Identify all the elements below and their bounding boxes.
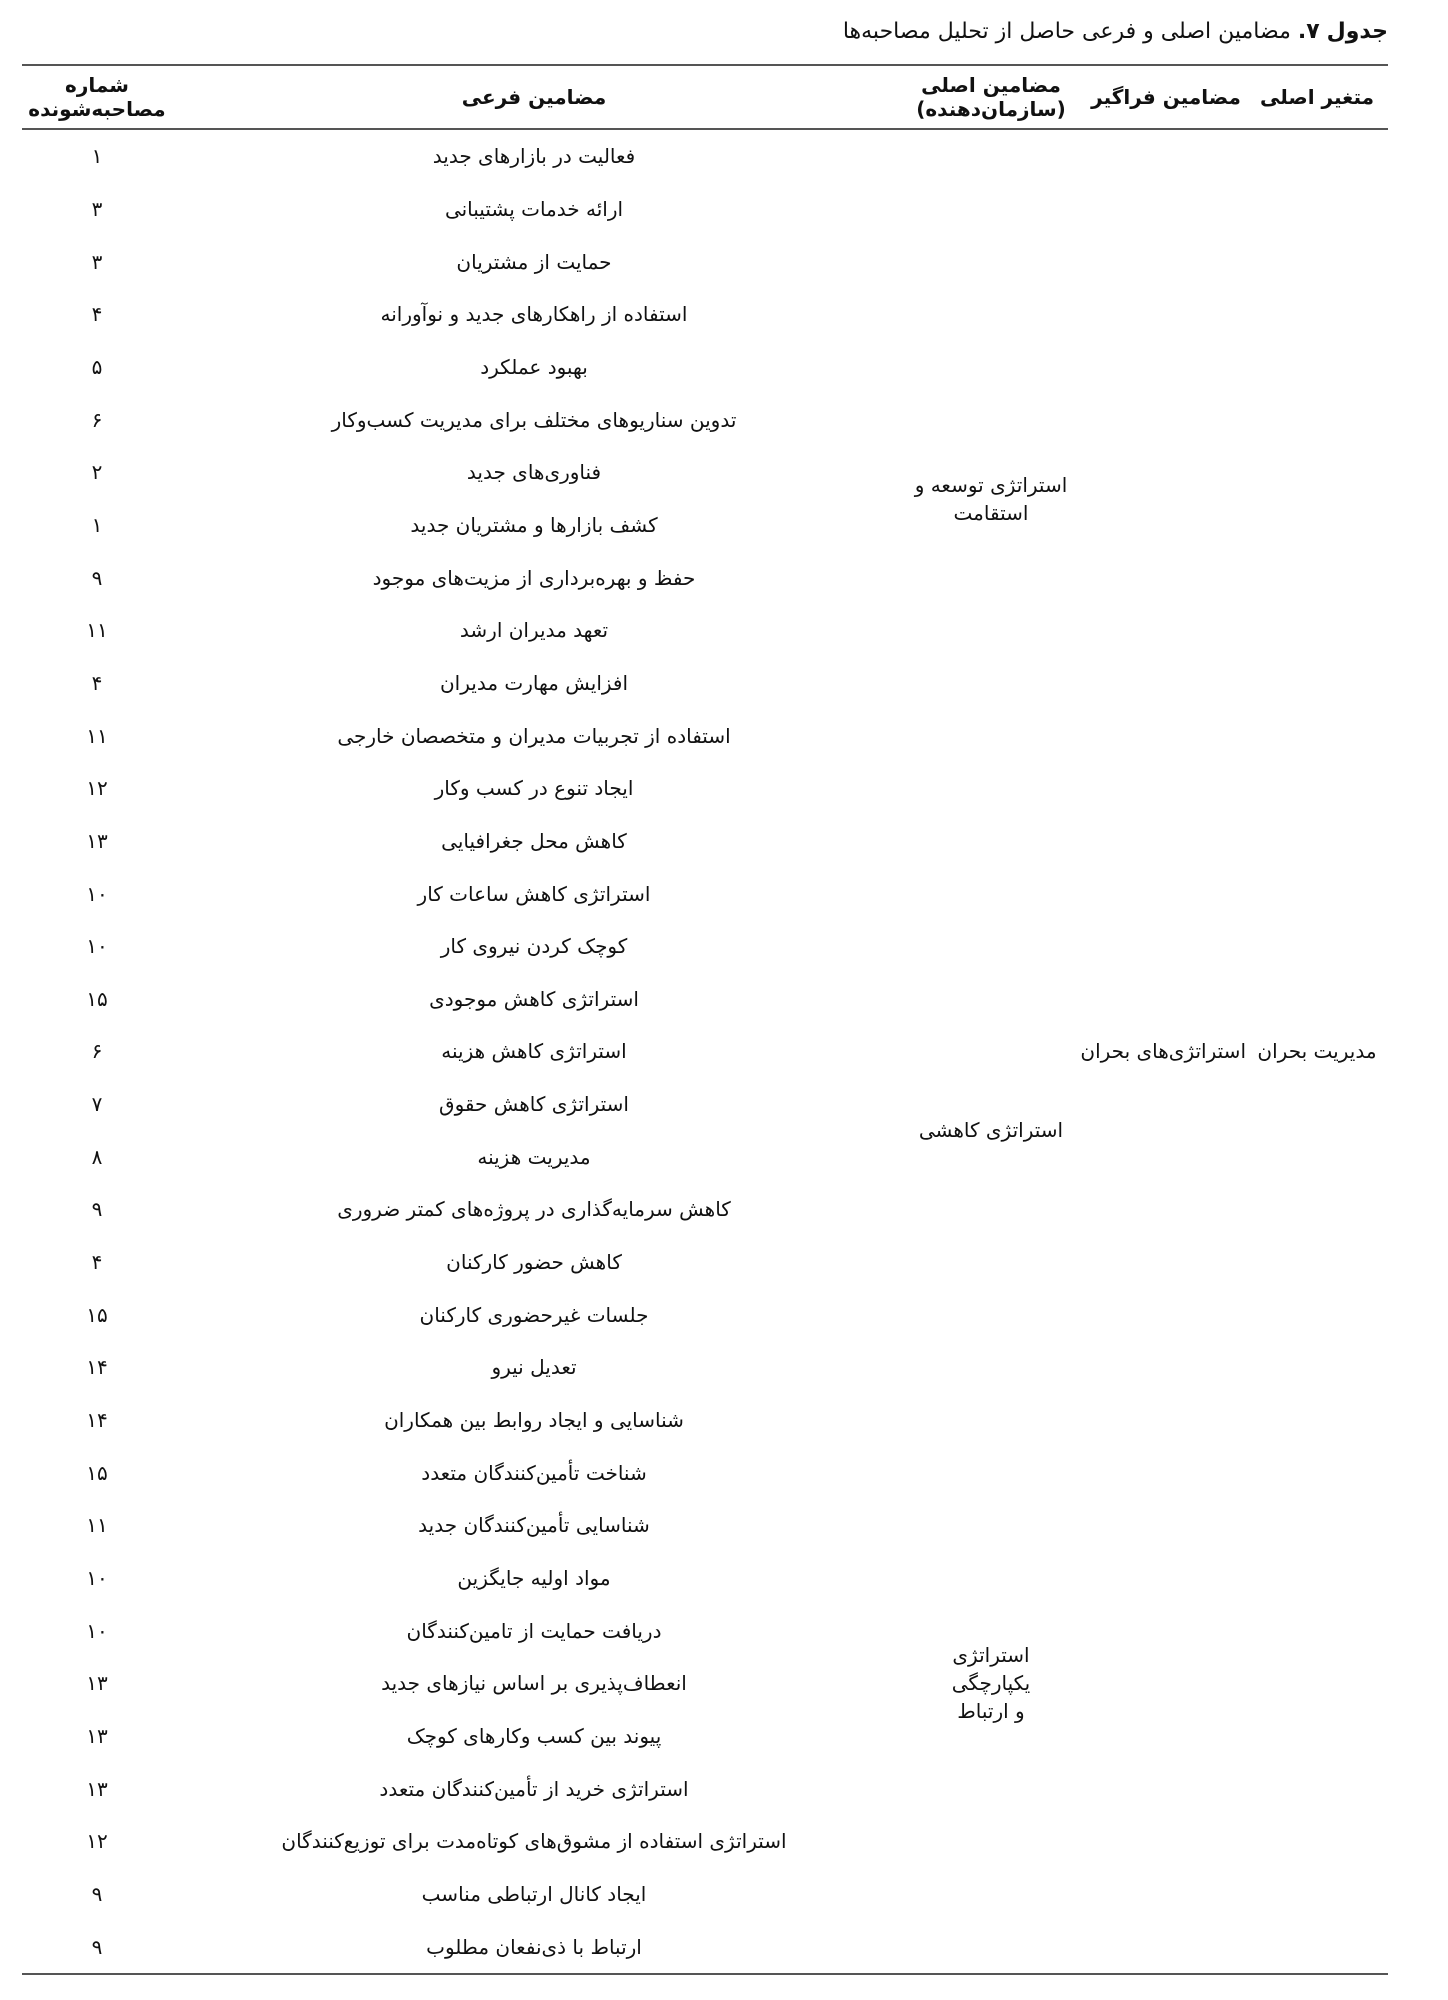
interviewee-number-cell: ۱۰ (86, 1618, 108, 1643)
interviewee-number-cell: ۱۱ (86, 1513, 108, 1538)
interviewee-number-cell: ۵ (91, 354, 103, 379)
table-row (22, 129, 1388, 183)
main-theme-line1: استراتژی توسعه و (914, 472, 1068, 497)
sub-theme-cell: استراتژی کاهش ساعات کار (417, 881, 651, 906)
sub-theme-cell: مدیریت هزینه (477, 1144, 591, 1169)
interviewee-number-cell: ۱۵ (86, 1460, 108, 1485)
header-main-themes-line2: (سازمان‌دهنده) (916, 97, 1066, 121)
interviewee-number-cell: ۳ (91, 196, 103, 221)
sub-theme-cell: استراتژی کاهش حقوق (439, 1092, 629, 1117)
interviewee-number-cell: ۱۲ (86, 1829, 108, 1854)
sub-theme-cell: کشف بازارها و مشتریان جدید (410, 512, 658, 537)
sub-theme-cell: استفاده از تجربیات مدیران و متخصصان خارجی (337, 723, 731, 748)
main-theme-line2: استقامت (953, 500, 1029, 525)
sub-theme-cell: استراتژی استفاده از مشوق‌های کوتاه‌مدت برای توزیع‌کنندگان (281, 1829, 787, 1854)
caption-text: مضامین اصلی و فرعی حاصل از تحلیل مصاحبه‌ها (842, 19, 1291, 44)
sub-theme-cell: شناخت تأمین‌کنندگان متعدد (421, 1460, 647, 1485)
header-main-themes-line1: مضامین اصلی (921, 73, 1061, 97)
sub-theme-cell: شناسایی و ایجاد روابط بین همکاران (384, 1408, 684, 1433)
sub-theme-cell: تعهد مدیران ارشد (459, 618, 609, 643)
interviewee-number-cell: ۱۳ (86, 1776, 108, 1801)
interviewee-number-cell: ۱۴ (86, 1355, 108, 1380)
interviewee-number-cell: ۱۳ (86, 828, 108, 853)
header-overarching-themes: مضامین فراگیر (1086, 65, 1246, 129)
sub-theme-cell: استفاده از راهکارهای جدید و نوآورانه (380, 302, 688, 327)
interviewee-number-cell: ۶ (91, 1039, 103, 1064)
sub-theme-cell: ایجاد تنوع در کسب وکار (434, 776, 634, 801)
interviewee-number-cell: ۱۱ (86, 618, 108, 643)
interviewee-number-cell: ۴ (91, 670, 103, 695)
main-theme-line1: استراتژی کاهشی (918, 1118, 1064, 1143)
sub-theme-cell: کوچک کردن نیروی کار (440, 934, 628, 959)
sub-theme-cell: بهبود عملکرد (480, 354, 588, 379)
sub-theme-cell: پیوند بین کسب وکارهای کوچک (406, 1724, 662, 1749)
interviewee-number-cell: ۹ (91, 1197, 103, 1222)
caption-number: ۷. (1297, 19, 1320, 44)
sub-theme-cell: مواد اولیه جایگزین (457, 1566, 611, 1591)
header-interviewee-number-line2: مصاحبه‌شونده (28, 97, 166, 121)
interviewee-number-cell: ۷ (91, 1092, 103, 1117)
interviewee-number-cell: ۱۵ (86, 986, 108, 1011)
interviewee-number-cell: ۱ (91, 512, 103, 537)
header-interviewee-number-line1: شماره (65, 73, 129, 97)
interviewee-number-cell: ۲ (91, 460, 103, 485)
main-theme-cell (896, 867, 1086, 1394)
interviewee-number-cell: ۹ (91, 565, 103, 590)
sub-theme-cell: فناوری‌های جدید (466, 460, 602, 485)
sub-theme-cell: استراتژی کاهش هزینه (441, 1039, 627, 1064)
main-variable-cell: مدیریت بحران (1257, 1039, 1377, 1064)
sub-theme-cell: تعدیل نیرو (491, 1355, 577, 1380)
interviewee-number-cell: ۱۰ (86, 881, 108, 906)
sub-theme-cell: کاهش حضور کارکنان (446, 1250, 622, 1275)
interviewee-number-cell: ۹ (91, 1881, 103, 1906)
main-theme-cell (896, 1394, 1086, 1974)
sub-theme-cell: ایجاد کانال ارتباطی مناسب (421, 1881, 647, 1906)
table-header-row (22, 65, 1388, 129)
sub-theme-cell: فعالیت در بازارهای جدید (432, 144, 636, 169)
sub-theme-cell: شناسایی تأمین‌کنندگان جدید (418, 1513, 650, 1538)
main-theme-line2: و ارتباط (957, 1699, 1025, 1724)
interviewee-number-cell: ۶ (91, 407, 103, 432)
sub-theme-cell: جلسات غیرحضوری کارکنان (419, 1302, 649, 1327)
themes-table (22, 64, 1388, 1975)
main-theme-cell (896, 129, 1086, 867)
table-caption (58, 16, 1388, 48)
sub-theme-cell: استراتژی کاهش موجودی (429, 986, 639, 1011)
interviewee-number-cell: ۱۴ (86, 1408, 108, 1433)
interviewee-number-cell: ۱۳ (86, 1724, 108, 1749)
header-main-variable: متغیر اصلی (1246, 65, 1388, 129)
header-main-themes (896, 65, 1086, 129)
sub-theme-cell: ارتباط با ذی‌نفعان مطلوب (426, 1934, 642, 1959)
sub-theme-cell: دریافت حمایت از تامین‌کنندگان (406, 1618, 662, 1643)
overarching-theme-cell: استراتژی‌های بحران (1080, 1039, 1246, 1064)
interviewee-number-cell: ۱۲ (86, 776, 108, 801)
interviewee-number-cell: ۱۰ (86, 934, 108, 959)
interviewee-number-cell: ۴ (91, 302, 103, 327)
interviewee-number-cell: ۱۰ (86, 1566, 108, 1591)
interviewee-number-cell: ۱۳ (86, 1671, 108, 1696)
interviewee-number-cell: ۴ (91, 1250, 103, 1275)
interviewee-number-cell: ۸ (91, 1144, 103, 1169)
interviewee-number-cell: ۱۵ (86, 1302, 108, 1327)
interviewee-number-cell: ۱ (91, 144, 103, 169)
sub-theme-cell: کاهش سرمایه‌گذاری در پروژه‌های کمتر ضروری (337, 1197, 731, 1222)
interviewee-number-cell: ۹ (91, 1934, 103, 1959)
sub-theme-cell: کاهش محل جغرافیایی (441, 828, 627, 853)
sub-theme-cell: حفظ و بهره‌برداری از مزیت‌های موجود (372, 565, 696, 590)
header-sub-themes: مضامین فرعی (172, 65, 896, 129)
sub-theme-cell: استراتژی خرید از تأمین‌کنندگان متعدد (379, 1776, 689, 1801)
sub-theme-cell: ارائه خدمات پشتیبانی (444, 196, 624, 221)
sub-theme-cell: افزایش مهارت مدیران (439, 670, 629, 695)
table-body (22, 129, 1388, 1974)
header-interviewee-number (22, 65, 172, 129)
interviewee-number-cell: ۳ (91, 249, 103, 274)
caption-label: جدول (1326, 19, 1388, 44)
sub-theme-cell: انعطاف‌پذیری بر اساس نیازهای جدید (381, 1671, 687, 1696)
interviewee-number-cell: ۱۱ (86, 723, 108, 748)
sub-theme-cell: تدوین سناریوهای مختلف برای مدیریت کسب‌وکار (331, 407, 737, 432)
sub-theme-cell: حمایت از مشتریان (456, 249, 612, 274)
main-theme-line1: استراتژی یکپارچگی (951, 1643, 1031, 1696)
